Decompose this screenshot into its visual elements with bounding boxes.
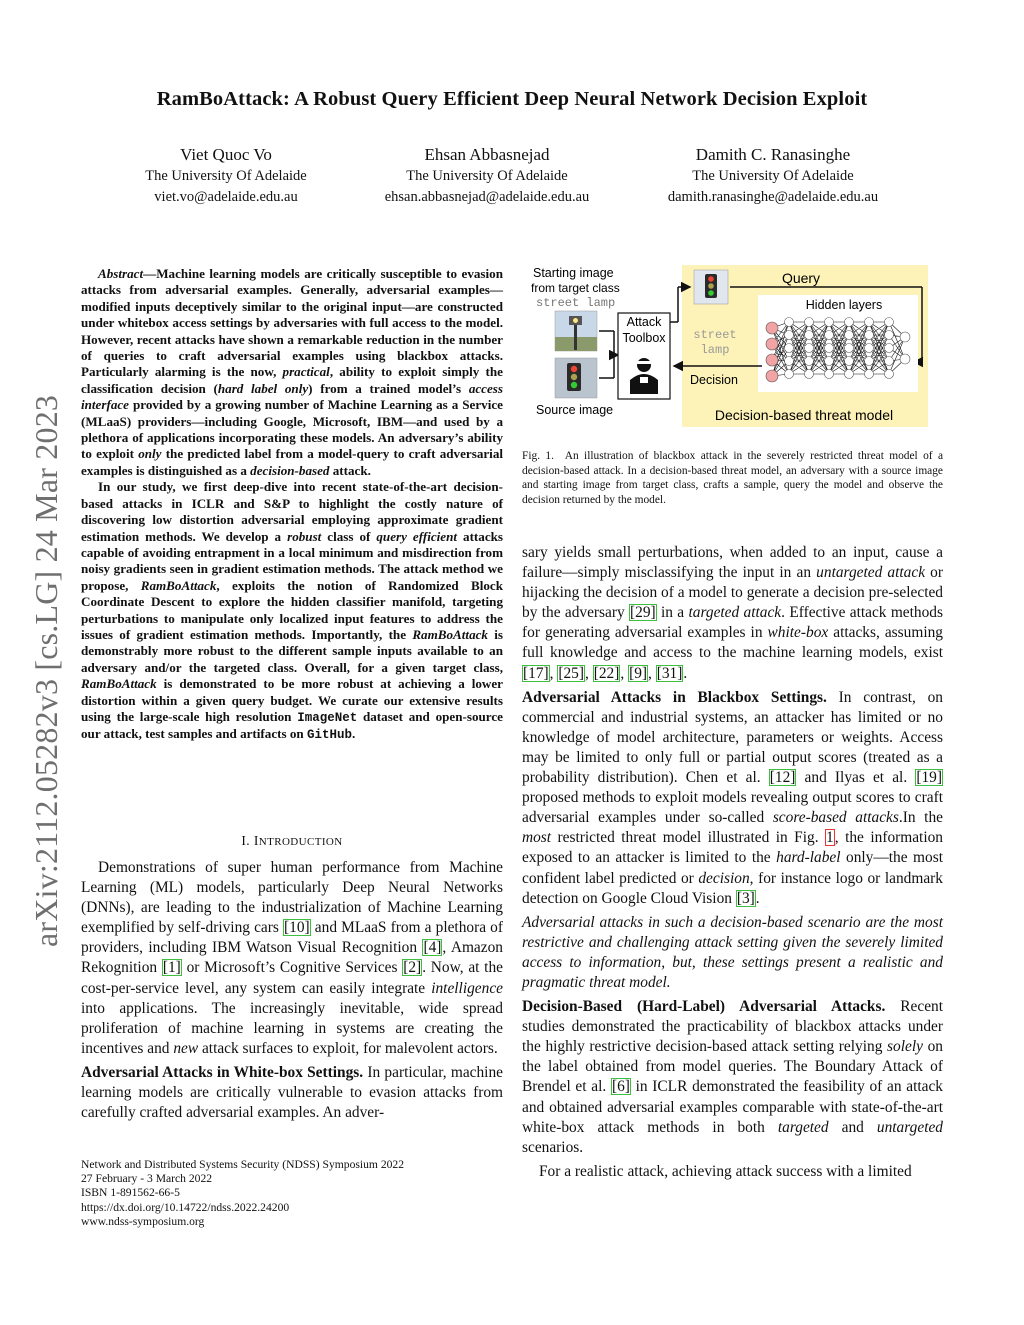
venue-footnote: Network and Distributed Systems Security (NDSS) Symposium 2022 27 February - 3 March 2022 ISBN 1-891562-66-5 https://dx.doi.org/10.14722/ndss.2022.24200 www.ndss-symposium.org — [81, 1158, 405, 1228]
abstract — [81, 266, 503, 744]
citation-link[interactable]: [29] — [630, 604, 656, 622]
citation-link[interactable]: [17] — [523, 664, 549, 682]
section-heading-introduction: I. INTRODUCTION — [241, 833, 343, 848]
target-class-label: street lamp — [536, 296, 616, 310]
abstract-label: Abstract — [98, 266, 144, 281]
author-name: Viet Quoc Vo — [180, 145, 272, 164]
abstract-paragraph-2: In our study, we first deep-dive into recent state-of-the-art decision-based attacks in ICLR and S&P to highlight the costly nature of discovering low distortion adversarial employing approximate gradient estimation methods. We develop a robust class of query efficient attacks capable of avoiding entrapment in a local minimum and misdirection from noisy gradients seen in gradient estimation methods. The attack method we propose, RamBoAttack, exploits the notion of Randomized Block Coordinate Descent to explore the hidden classifier manifold, targeting perturbations to manipulate only localized input features to address the issues of gradient estimation methods. Importantly, the RamBoAttack is demonstrably more robust to the different sample inputs available to an adversary and/or the targeted class. Overall, for a given target class, RamBoAttack is demonstrated to be more robust at achieving a lower distortion within a given query budget. We curate our extensive results using the large-scale high resolution ImageNet dataset and open-source our attack, test samples and artifacts on GitHub. — [81, 479, 504, 743]
author-name: Damith C. Ranasinghe — [695, 145, 851, 164]
citation-link[interactable]: [25] — [558, 664, 585, 682]
author-affiliation: The University Of Adelaide — [406, 168, 568, 184]
citation-link[interactable]: [2] — [403, 959, 422, 977]
starting-image-label-2: from target class — [531, 281, 620, 295]
threat-model-label: Decision-based threat model — [714, 407, 894, 423]
crafted-sample-image — [694, 270, 728, 304]
body-paragraph: Decision-Based (Hard-Label) Adversarial Attacks. Recent studies demonstrated the practicability of blackbox attacks under the highly restrictive decision-based attack setting relying solely on the label obtained from model queries. The Boundary Attack of Brendel et al. [6] in ICLR demonstrated the feasibility of an attack and obtained adversarial examples comparable with state-of-the-art white-box attack methods in both targeted and untargeted scenarios. — [522, 998, 944, 1156]
author-email: damith.ranasinghe@adelaide.edu.au — [667, 189, 879, 205]
source-image-label: Source image — [536, 403, 614, 417]
query-label: Query — [781, 270, 821, 286]
citation-link[interactable]: [9] — [629, 664, 648, 682]
arxiv-identifier: arXiv:2112.05282v3 [cs.LG] 24 Mar 2023 — [28, 394, 64, 947]
citation-link[interactable]: [1] — [162, 959, 181, 977]
toolbox-label: Attack — [626, 315, 662, 329]
abstract-paragraph-1: Abstract—Machine learning models are critically susceptible to evasion attacks from adversarial examples. Generally, adversarial examples—modified inputs deceptively similar to the original input—are constructed under whitebox access settings by adversaries with full access to the model. However, recent attacks have shown a remarkable reduction in the number of queries to craft adversarial examples using blackbox attacks. Particularly alarming is the now, practical, ability to exploit simply the classification decision (hard label only) from a trained model’s access interface provided by a growing number of Machine Learning as a Service (MLaaS) providers—including Google, Microsoft, IBM—and used by a plethora of applications incorporating these models. An adversary’s ability to exploit only the predicted label from a model-query to craft adversarial examples is distinguished as a decision-based attack. — [81, 266, 503, 478]
starting-image-label: Starting image — [533, 266, 614, 280]
citation-link[interactable]: [12] — [769, 769, 796, 787]
street-lamp-image — [555, 311, 597, 351]
figure-link[interactable]: 1 — [826, 829, 834, 847]
author-1 — [76, 144, 376, 208]
intro-paragraph-1: Demonstrations of super human performance from Machine Learning (ML) models, particularly Deep Neural Networks (DNNs), are leading to the industrialization of Machine Learning exemplified by self-driving cars [10] and MLaaS from a plethora of providers, including IBM Watson Visual Recognition [4], Amazon Rekognition [1] or Microsoft’s Cognitive Services [2]. Now, at the cost-per-service level, any system can easily integrate intelligence into applications. The increasingly inevitable, wide spread proliferation of machine learning in systems are creating the incentives and new attack surfaces to exploit, for malevolent actors. — [81, 859, 503, 1057]
author-name: Ehsan Abbasnejad — [424, 145, 550, 164]
prediction-label: street — [693, 328, 737, 342]
author-email: ehsan.abbasnejad@adelaide.edu.au — [384, 189, 590, 205]
author-affiliation: The University Of Adelaide — [145, 168, 307, 184]
citation-link[interactable]: [4] — [423, 939, 442, 957]
body-paragraph: For a realistic attack, achieving attack success with a limited — [539, 1162, 912, 1180]
italic-highlight-paragraph: Adversarial attacks in such a decision-based scenario are the most restrictive and challenging attack setting given the severely limited access to information, but, these settings present a realistic and pragmatic threat model. — [522, 913, 943, 991]
citation-link[interactable]: [22] — [593, 664, 620, 682]
paragraph-heading: Adversarial Attacks in Blackbox Settings. — [522, 688, 827, 706]
traffic-light-image — [555, 358, 597, 398]
citation-link[interactable]: [19] — [916, 769, 942, 787]
left-column-body — [81, 858, 503, 1123]
decision-label: Decision — [690, 373, 738, 387]
paper-title: RamBoAttack: A Robust Query Efficient Deep Neural Network Decision Exploit — [156, 88, 868, 110]
author-email: viet.vo@adelaide.edu.au — [154, 189, 298, 205]
paragraph-heading: Adversarial Attacks in White-box Settings. — [81, 1063, 364, 1081]
paragraph-heading: Decision-Based (Hard-Label) Adversarial Attacks. — [522, 998, 886, 1016]
prediction-label-2: lamp — [700, 343, 730, 357]
intro-paragraph-2: Adversarial Attacks in White-box Settings. In particular, machine learning models are critically vulnerable to evasion attacks from carefully crafted adversarial examples. An adver- — [81, 1063, 503, 1122]
right-column-body — [522, 543, 943, 1182]
citation-link[interactable]: [31] — [656, 664, 683, 682]
citation-link[interactable]: [6] — [611, 1078, 630, 1096]
toolbox-label-2: Toolbox — [622, 331, 666, 345]
author-2 — [337, 144, 637, 208]
author-3 — [623, 144, 923, 208]
citation-link[interactable]: [3] — [736, 889, 755, 907]
body-paragraph: sary yields small perturbations, when added to an input, cause a failure—simply misclassifying the input in an untargeted attack or hijacking the decision of a model to generate a decision pre-selected by the adversary [29] in a targeted attack. Effective attack methods for generating adversarial examples in white-box attacks, assuming full knowledge and access to the machine learning models, exist [17], [25], [22], [9], [31]. — [522, 544, 943, 682]
citation-link[interactable]: [10] — [284, 919, 310, 937]
figure-1-diagram — [522, 262, 942, 432]
hidden-layers-label: Hidden layers — [805, 298, 883, 312]
body-paragraph: Adversarial Attacks in Blackbox Settings. In contrast, on commercial and industrial systems, an attacker has limited or no knowledge of model architecture, parameters or weights. Access may be limited to only full or partial output scores (treated as a probability distribution). Chen et al. [12] and Ilyas et al. [19] proposed methods to exploit models revealing output scores to craft adversarial examples under so-called score-based attacks.In the most restricted threat model illustrated in Fig. 1, the information exposed to an attacker is limited to the hard-label only—the most confident label predicted or decision, for instance logo or landmark detection on Google Cloud Vision [3]. — [522, 688, 944, 907]
figure-1-caption: Fig. 1. An illustration of blackbox attack in the severely restricted threat model of a decision-based attack. In a decision-based threat model, an adversary with a source image and starting image from target class, crafts a sample, query the model and observe the decision returned by the model. — [522, 450, 943, 506]
author-affiliation: The University Of Adelaide — [692, 168, 854, 184]
caption-label: Fig. 1. — [522, 450, 554, 462]
figure-1 — [522, 262, 942, 432]
